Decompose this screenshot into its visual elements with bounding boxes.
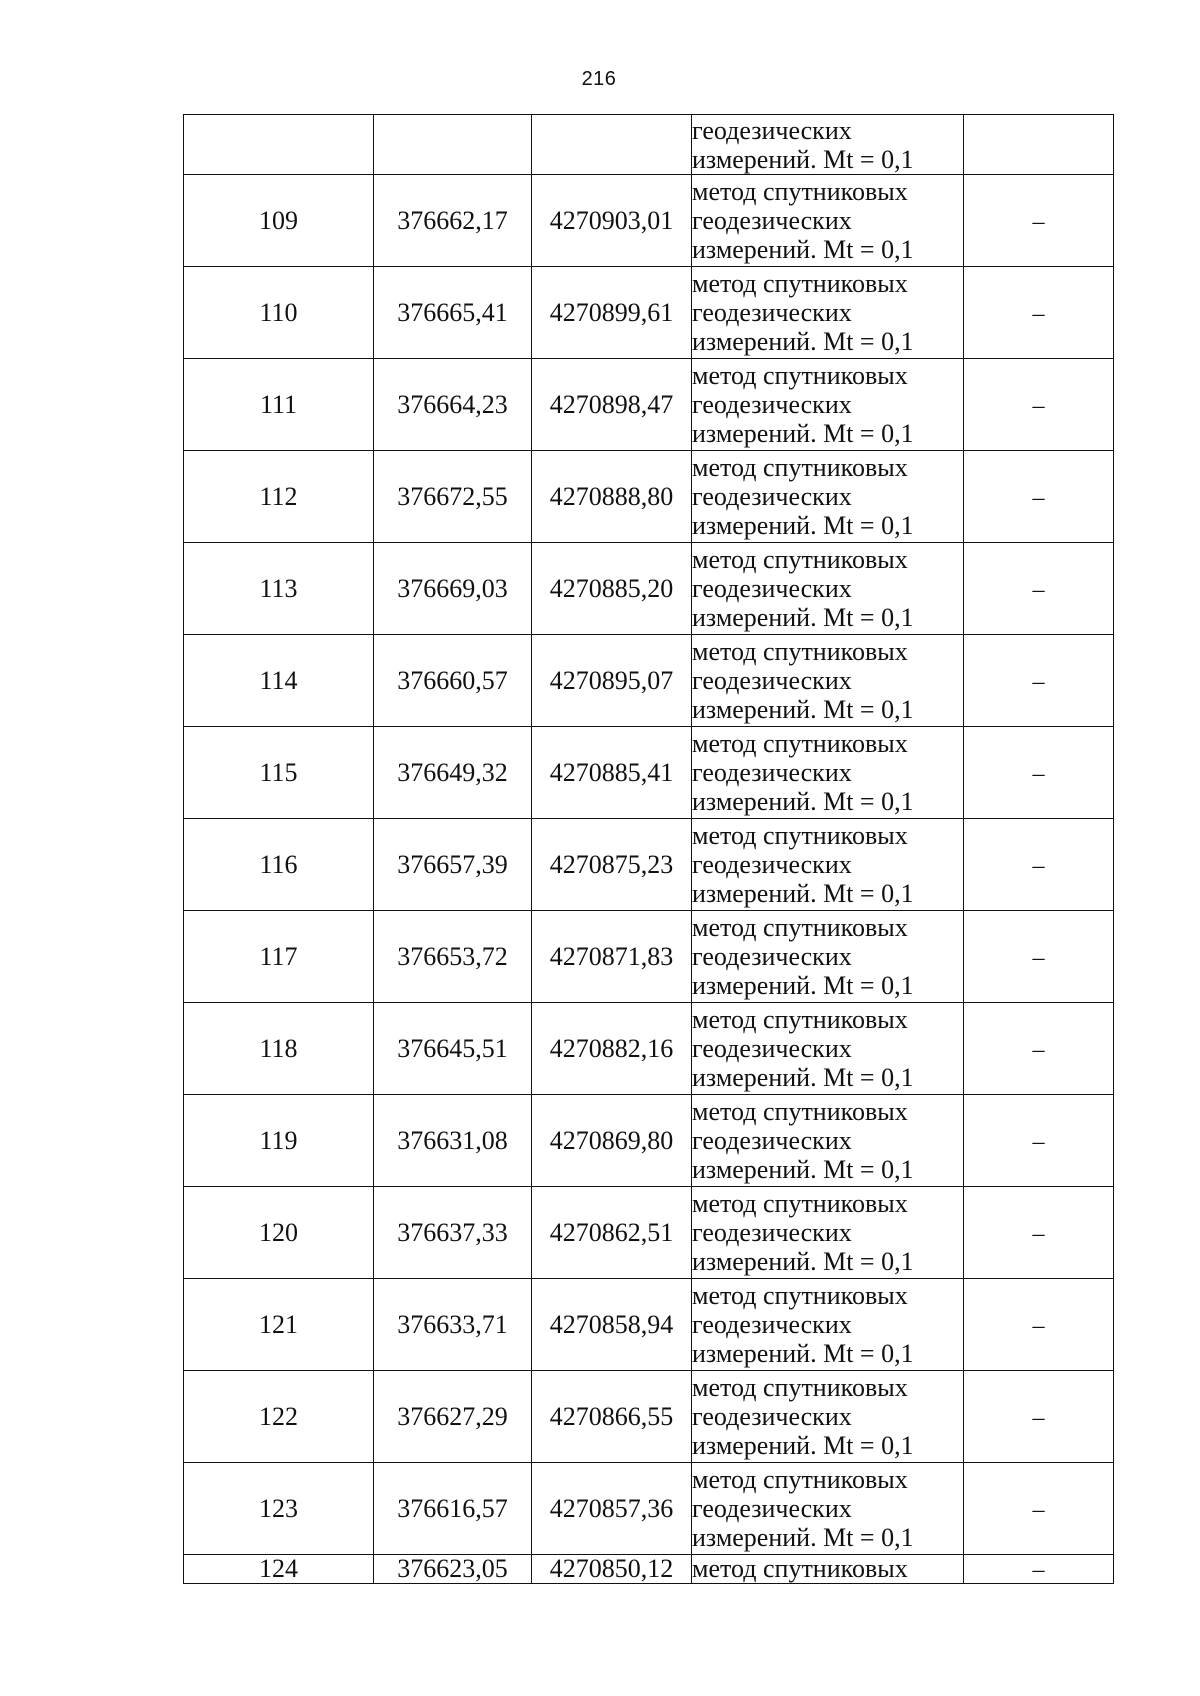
table-row — [184, 1555, 1114, 1584]
point-number-cell: 113 — [184, 543, 374, 635]
dash-mark: – — [1032, 392, 1045, 419]
method-line: геодезических — [692, 115, 852, 145]
method-line: геодезических — [692, 390, 852, 419]
point-number-cell: 122 — [184, 1371, 374, 1463]
table-row — [184, 1371, 1114, 1463]
note-cell — [964, 1463, 1114, 1555]
method-line: геодезических — [692, 298, 852, 327]
x-coordinate-cell: 376662,17 — [374, 175, 532, 267]
point-number-cell: 117 — [184, 911, 374, 1003]
dash-mark: – — [1032, 484, 1045, 511]
y-coordinate-cell: 4270885,20 — [532, 543, 692, 635]
y-coordinate-cell: 4270898,47 — [532, 359, 692, 451]
method-cell — [692, 1463, 964, 1555]
x-coordinate-cell: 376633,71 — [374, 1279, 532, 1371]
note-cell — [964, 175, 1114, 267]
dash-mark: – — [1032, 1220, 1045, 1247]
dash-mark: – — [1032, 1312, 1045, 1339]
note-cell — [964, 543, 1114, 635]
table-row-continued — [184, 115, 1114, 175]
method-line: измерений. Mt = 0,1 — [692, 603, 914, 632]
dash-mark: – — [1032, 300, 1045, 327]
y-coordinate-cell: 4270899,61 — [532, 267, 692, 359]
dash-mark: – — [1032, 944, 1045, 971]
y-coordinate-cell: 4270858,94 — [532, 1279, 692, 1371]
method-cell — [692, 727, 964, 819]
dash-mark: – — [1032, 668, 1045, 695]
method-cell — [692, 819, 964, 911]
method-line: геодезических — [692, 666, 852, 695]
x-coordinate-cell: 376664,23 — [374, 359, 532, 451]
note-cell — [964, 819, 1114, 911]
point-number-cell: 119 — [184, 1095, 374, 1187]
point-number-cell: 109 — [184, 175, 374, 267]
method-line: измерений. Mt = 0,1 — [692, 235, 914, 264]
method-line: метод спутниковых — [692, 821, 908, 850]
method-line: геодезических — [692, 1218, 852, 1247]
method-line: метод спутниковых — [692, 453, 908, 482]
point-number-cell: 116 — [184, 819, 374, 911]
method-line: геодезических — [692, 1126, 852, 1155]
method-line: геодезических — [692, 574, 852, 603]
table-row — [184, 1463, 1114, 1555]
dash-mark: – — [1032, 1496, 1045, 1523]
method-cell — [692, 1003, 964, 1095]
table-row — [184, 635, 1114, 727]
method-line: измерений. Mt = 0,1 — [692, 971, 914, 1000]
table-row — [184, 359, 1114, 451]
method-line: измерений. Mt = 0,1 — [692, 511, 914, 540]
table-row — [184, 819, 1114, 911]
method-line: метод спутниковых — [692, 1554, 908, 1583]
y-coordinate-cell: 4270903,01 — [532, 175, 692, 267]
x-coordinate-cell: 376657,39 — [374, 819, 532, 911]
note-cell — [964, 1279, 1114, 1371]
x-coordinate-cell: 376637,33 — [374, 1187, 532, 1279]
table-row — [184, 267, 1114, 359]
point-number-cell: 123 — [184, 1463, 374, 1555]
table-row — [184, 1187, 1114, 1279]
method-line: измерений. Mt = 0,1 — [692, 787, 914, 816]
method-line: метод спутниковых — [692, 1189, 908, 1218]
method-line: метод спутниковых — [692, 177, 908, 206]
point-number-cell: 120 — [184, 1187, 374, 1279]
x-coordinate-cell: 376631,08 — [374, 1095, 532, 1187]
method-cell — [692, 451, 964, 543]
note-cell — [964, 1003, 1114, 1095]
dash-mark: – — [1032, 1128, 1045, 1155]
method-cell — [692, 635, 964, 727]
note-cell — [964, 267, 1114, 359]
point-number-cell: 118 — [184, 1003, 374, 1095]
dash-mark: – — [1032, 760, 1045, 787]
table-row — [184, 727, 1114, 819]
x-coordinate-cell: 376660,57 — [374, 635, 532, 727]
note-cell — [964, 1187, 1114, 1279]
method-line: метод спутниковых — [692, 545, 908, 574]
method-line: геодезических — [692, 482, 852, 511]
method-line: измерений. Mt = 0,1 — [692, 879, 914, 908]
method-line: геодезических — [692, 1034, 852, 1063]
method-line: метод спутниковых — [692, 1281, 908, 1310]
method-cell — [692, 1095, 964, 1187]
method-line: геодезических — [692, 1310, 852, 1339]
table-row — [184, 1003, 1114, 1095]
method-cell — [692, 1555, 964, 1584]
method-cell — [692, 1187, 964, 1279]
table-row — [184, 451, 1114, 543]
method-cell — [692, 115, 964, 175]
x-coordinate-cell: 376627,29 — [374, 1371, 532, 1463]
method-line: метод спутниковых — [692, 269, 908, 298]
note-cell — [964, 1095, 1114, 1187]
note-cell — [964, 359, 1114, 451]
method-line: измерений. Mt = 0,1 — [692, 1523, 914, 1552]
table-row — [184, 543, 1114, 635]
x-coordinate-cell: 376623,05 — [374, 1555, 532, 1584]
method-line: измерений. Mt = 0,1 — [692, 1339, 914, 1368]
y-coordinate-cell — [532, 115, 692, 175]
dash-mark: – — [1032, 1556, 1045, 1583]
note-cell — [964, 1371, 1114, 1463]
method-line: метод спутниковых — [692, 729, 908, 758]
y-coordinate-cell: 4270857,36 — [532, 1463, 692, 1555]
method-cell — [692, 543, 964, 635]
point-number-cell: 115 — [184, 727, 374, 819]
note-cell — [964, 635, 1114, 727]
method-cell — [692, 359, 964, 451]
point-number-cell: 121 — [184, 1279, 374, 1371]
method-line: измерений. Mt = 0,1 — [692, 419, 914, 448]
point-number-cell: 114 — [184, 635, 374, 727]
x-coordinate-cell — [374, 115, 532, 175]
method-line: геодезических — [692, 850, 852, 879]
method-line: измерений. Mt = 0,1 — [692, 1063, 914, 1092]
x-coordinate-cell: 376616,57 — [374, 1463, 532, 1555]
table-row — [184, 1095, 1114, 1187]
x-coordinate-cell: 376669,03 — [374, 543, 532, 635]
dash-mark: – — [1032, 852, 1045, 879]
dash-mark: – — [1032, 576, 1045, 603]
point-number-cell: 110 — [184, 267, 374, 359]
x-coordinate-cell: 376672,55 — [374, 451, 532, 543]
method-cell — [692, 1279, 964, 1371]
method-line: геодезических — [692, 206, 852, 235]
table-row — [184, 175, 1114, 267]
y-coordinate-cell: 4270888,80 — [532, 451, 692, 543]
method-line: измерений. Mt = 0,1 — [692, 1155, 914, 1184]
coordinates-table — [183, 114, 1114, 1584]
note-cell — [964, 1555, 1114, 1584]
method-cell — [692, 1371, 964, 1463]
method-line: метод спутниковых — [692, 1465, 908, 1494]
note-cell — [964, 115, 1114, 175]
y-coordinate-cell: 4270862,51 — [532, 1187, 692, 1279]
point-number-cell — [184, 115, 374, 175]
method-line: метод спутниковых — [692, 1005, 908, 1034]
coordinates-table-body — [184, 115, 1114, 1584]
method-line: метод спутниковых — [692, 1097, 908, 1126]
point-number-cell: 124 — [184, 1555, 374, 1584]
method-cell — [692, 911, 964, 1003]
note-cell — [964, 727, 1114, 819]
method-line: геодезических — [692, 1494, 852, 1523]
x-coordinate-cell: 376653,72 — [374, 911, 532, 1003]
method-line: измерений. Mt = 0,1 — [692, 1431, 914, 1460]
method-cell — [692, 175, 964, 267]
note-cell — [964, 451, 1114, 543]
y-coordinate-cell: 4270882,16 — [532, 1003, 692, 1095]
x-coordinate-cell: 376665,41 — [374, 267, 532, 359]
y-coordinate-cell: 4270885,41 — [532, 727, 692, 819]
point-number-cell: 111 — [184, 359, 374, 451]
method-line: измерений. Mt = 0,1 — [692, 327, 914, 356]
y-coordinate-cell: 4270866,55 — [532, 1371, 692, 1463]
page-number: 216 — [581, 68, 617, 90]
y-coordinate-cell: 4270875,23 — [532, 819, 692, 911]
method-line: измерений. Mt = 0,1 — [692, 144, 914, 174]
dash-mark: – — [1032, 1036, 1045, 1063]
method-line: метод спутниковых — [692, 637, 908, 666]
y-coordinate-cell: 4270871,83 — [532, 911, 692, 1003]
method-line: геодезических — [692, 1402, 852, 1431]
method-line: измерений. Mt = 0,1 — [692, 695, 914, 724]
y-coordinate-cell: 4270850,12 — [532, 1555, 692, 1584]
x-coordinate-cell: 376645,51 — [374, 1003, 532, 1095]
table-row — [184, 911, 1114, 1003]
dash-mark: – — [1032, 1404, 1045, 1431]
dash-mark: – — [1032, 208, 1045, 235]
method-line: геодезических — [692, 758, 852, 787]
method-cell — [692, 267, 964, 359]
method-line: метод спутниковых — [692, 361, 908, 390]
point-number-cell: 112 — [184, 451, 374, 543]
method-line: измерений. Mt = 0,1 — [692, 1247, 914, 1276]
y-coordinate-cell: 4270869,80 — [532, 1095, 692, 1187]
y-coordinate-cell: 4270895,07 — [532, 635, 692, 727]
method-line: метод спутниковых — [692, 913, 908, 942]
note-cell — [964, 911, 1114, 1003]
method-line: метод спутниковых — [692, 1373, 908, 1402]
method-line: геодезических — [692, 942, 852, 971]
x-coordinate-cell: 376649,32 — [374, 727, 532, 819]
table-row — [184, 1279, 1114, 1371]
